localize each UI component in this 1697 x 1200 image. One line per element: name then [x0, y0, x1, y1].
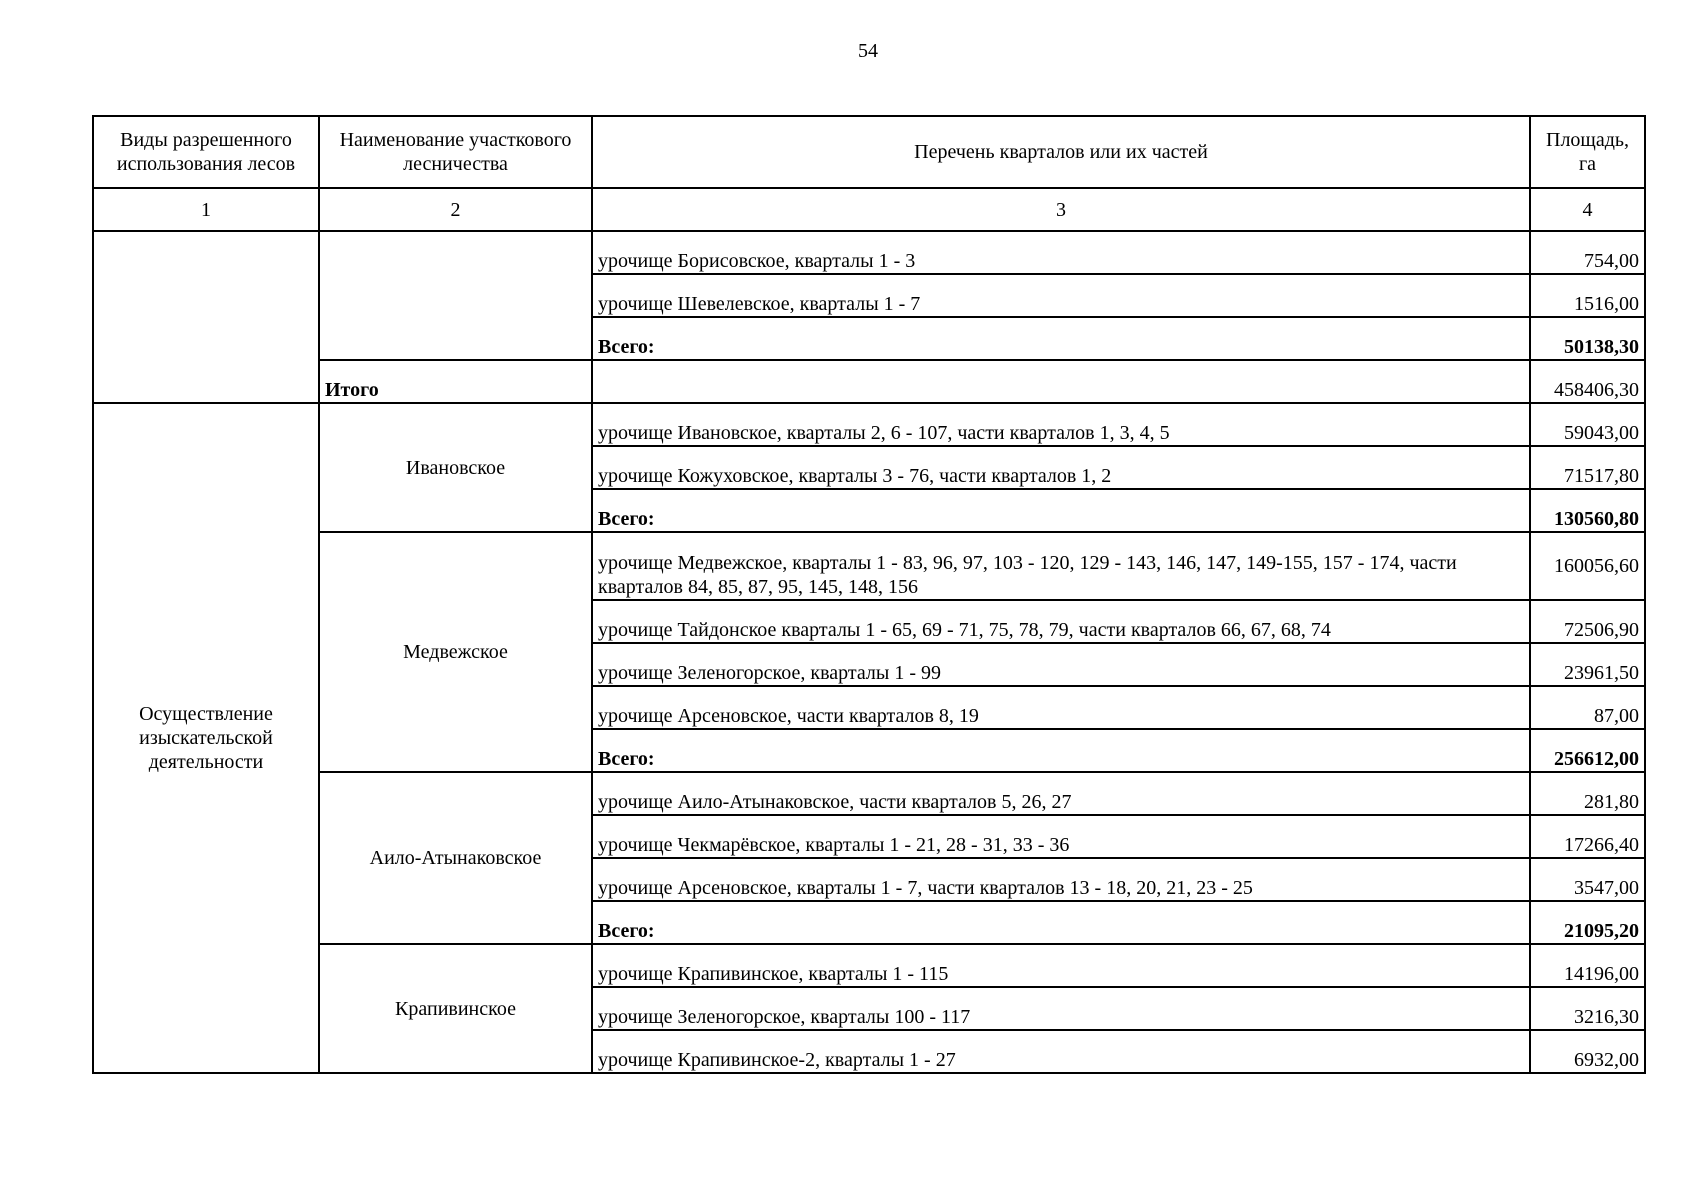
forest-use-table — [92, 115, 1646, 1074]
subtotal-area: 21095,20 — [1530, 901, 1645, 944]
forestry-name-medvezhskoe: Медвежское — [319, 532, 592, 772]
total-label: Итого — [319, 360, 592, 403]
quarters-cell: урочище Чекмарёвское, кварталы 1 - 21, 28 - 31, 33 - 36 — [592, 815, 1530, 858]
header-area: Площадь, га — [1530, 116, 1645, 188]
header-use-type: Виды разрешенного использования лесов — [93, 116, 319, 188]
total-row — [93, 360, 1645, 403]
area-cell: 6932,00 — [1530, 1030, 1645, 1073]
page-number: 54 — [858, 40, 878, 62]
subtotal-area: 130560,80 — [1530, 489, 1645, 532]
area-cell: 87,00 — [1530, 686, 1645, 729]
forestry-name-ailo-atynakovskoe: Аило-Атынаковское — [319, 772, 592, 944]
subtotal-area: 256612,00 — [1530, 729, 1645, 772]
table-row — [93, 403, 1645, 446]
quarters-cell: урочище Зеленогорское, кварталы 100 - 117 — [592, 987, 1530, 1030]
column-number: 2 — [319, 188, 592, 231]
quarters-cell: урочище Шевелевское, кварталы 1 - 7 — [592, 274, 1530, 317]
header-forestry-name: Наименование участкового лесничества — [319, 116, 592, 188]
area-cell: 754,00 — [1530, 231, 1645, 274]
quarters-cell: урочище Крапивинское-2, кварталы 1 - 27 — [592, 1030, 1530, 1073]
table-header-row — [93, 116, 1645, 188]
area-cell: 1516,00 — [1530, 274, 1645, 317]
header-quarters-list: Перечень кварталов или их частей — [592, 116, 1530, 188]
quarters-cell: урочище Аило-Атынаковское, части кварталов 5, 26, 27 — [592, 772, 1530, 815]
area-cell: 3547,00 — [1530, 858, 1645, 901]
table-row — [93, 772, 1645, 815]
area-cell: 3216,30 — [1530, 987, 1645, 1030]
quarters-cell: урочище Крапивинское, кварталы 1 - 115 — [592, 944, 1530, 987]
subtotal-label: Всего: — [592, 901, 1530, 944]
subtotal-label: Всего: — [592, 317, 1530, 360]
use-type-cell-empty — [93, 231, 319, 403]
table-row — [93, 231, 1645, 274]
table-row — [93, 532, 1645, 600]
subtotal-area: 50138,30 — [1530, 317, 1645, 360]
subtotal-label: Всего: — [592, 729, 1530, 772]
area-cell: 160056,60 — [1530, 532, 1645, 600]
table-row — [93, 944, 1645, 987]
forestry-cell-empty — [319, 231, 592, 360]
quarters-cell: урочище Арсеновское, кварталы 1 - 7, части кварталов 13 - 18, 20, 21, 23 - 25 — [592, 858, 1530, 901]
total-empty-cell — [592, 360, 1530, 403]
subtotal-label: Всего: — [592, 489, 1530, 532]
quarters-cell: урочище Ивановское, кварталы 2, 6 - 107, части кварталов 1, 3, 4, 5 — [592, 403, 1530, 446]
forestry-name-ivanovskoe: Ивановское — [319, 403, 592, 532]
area-cell: 17266,40 — [1530, 815, 1645, 858]
column-number: 3 — [592, 188, 1530, 231]
total-area: 458406,30 — [1530, 360, 1645, 403]
use-type-cell: Осуществление изыскательской деятельности — [93, 403, 319, 1073]
area-cell: 23961,50 — [1530, 643, 1645, 686]
quarters-cell: урочище Медвежское, кварталы 1 - 83, 96, 97, 103 - 120, 129 - 143, 146, 147, 149-155, 157 - 174, части кварталов 84, 85, 87, 95, 145, 148, 156 — [592, 532, 1530, 600]
area-cell: 72506,90 — [1530, 600, 1645, 643]
quarters-cell: урочище Арсеновское, части кварталов 8, 19 — [592, 686, 1530, 729]
quarters-cell: урочище Кожуховское, кварталы 3 - 76, части кварталов 1, 2 — [592, 446, 1530, 489]
quarters-cell: урочище Борисовское, кварталы 1 - 3 — [592, 231, 1530, 274]
column-number: 4 — [1530, 188, 1645, 231]
area-cell: 71517,80 — [1530, 446, 1645, 489]
column-number: 1 — [93, 188, 319, 231]
column-numbers-row — [93, 188, 1645, 231]
area-cell: 14196,00 — [1530, 944, 1645, 987]
quarters-cell: урочище Зеленогорское, кварталы 1 - 99 — [592, 643, 1530, 686]
forestry-name-krapivinskoe: Крапивинское — [319, 944, 592, 1073]
area-cell: 59043,00 — [1530, 403, 1645, 446]
area-cell: 281,80 — [1530, 772, 1645, 815]
quarters-cell: урочище Тайдонское кварталы 1 - 65, 69 - 71, 75, 78, 79, части кварталов 66, 67, 68, 74 — [592, 600, 1530, 643]
